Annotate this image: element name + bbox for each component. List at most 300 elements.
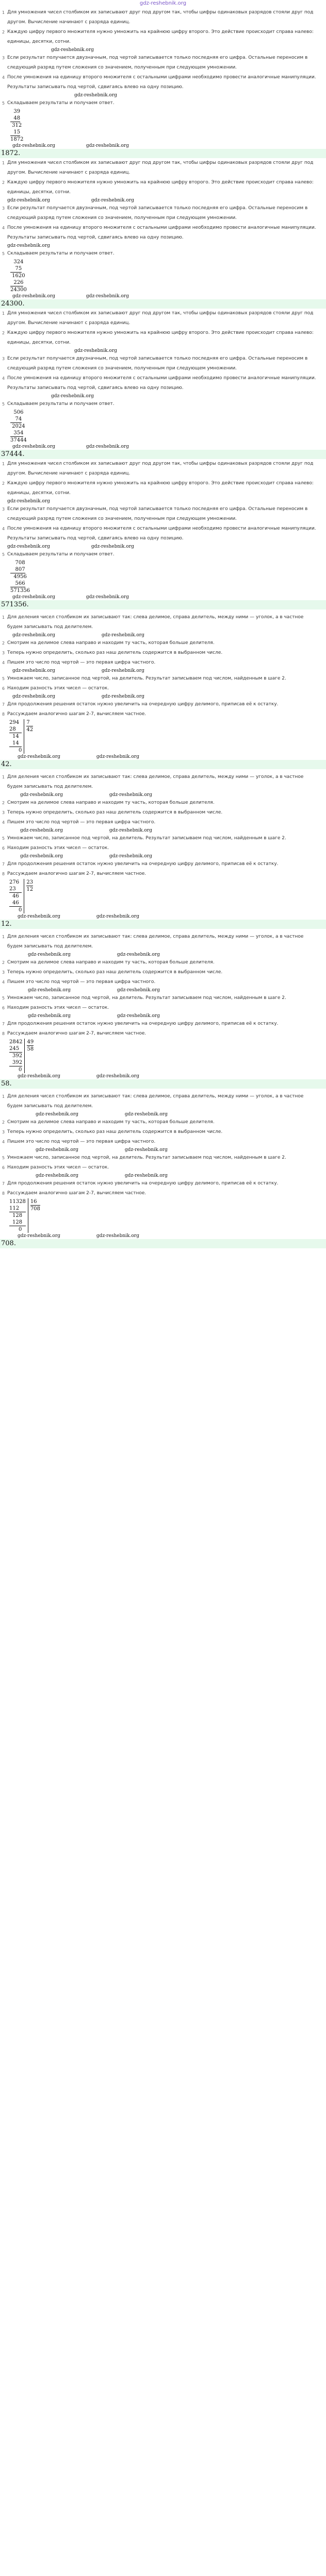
calc-value: 708 — [10, 560, 25, 566]
step-text: Для умножения чисел столбиком их записывают друг под другом так, чтобы цифры одинаковых разрядов стояли друг под другом. Вычисление начинают с разряда единиц. — [7, 160, 314, 175]
watermark-text: gdz-reshebnik.org — [18, 1074, 60, 1079]
step-text: Пишем это число под чертой — это первая цифра частного. — [7, 979, 156, 985]
watermark-text: gdz-reshebnik.org — [91, 198, 134, 203]
calc-value: 571356 — [10, 588, 30, 594]
watermark-row — [2, 827, 320, 834]
division-section — [0, 769, 326, 920]
division-line: 0 — [19, 1067, 22, 1073]
step-text: Для продолжения решения остаток нужно увеличить на очередную цифру делимого, приписав её к остатку. — [7, 1021, 279, 1026]
calc-line — [10, 115, 320, 122]
calc-value: 354 — [10, 430, 24, 436]
watermark-text: gdz-reshebnik.org — [12, 668, 55, 673]
step-text: Складываем результаты и получаем ответ. — [7, 401, 115, 406]
instruction-step — [2, 648, 320, 658]
calc-value: 4956 — [10, 574, 27, 580]
step-text: Если результат получается двузначным, под чертой записывается только последняя его цифра. Остальные переносим в следующий разряд путем сложения со значением, полученным при следующем умножении. — [7, 206, 308, 221]
watermark-row — [2, 544, 320, 550]
watermark-text: gdz-reshebnik.org — [7, 198, 50, 203]
watermark-text: gdz-reshebnik.org — [124, 1147, 168, 1153]
step-number: 4 — [2, 226, 5, 230]
instruction-step — [2, 932, 320, 952]
watermark-text: gdz-reshebnik.org — [12, 294, 55, 299]
watermark-row — [2, 92, 320, 98]
watermark-text: gdz-reshebnik.org — [28, 952, 71, 957]
watermark-row — [2, 197, 320, 204]
answer-line: 571356. — [0, 600, 326, 609]
calc-line — [10, 437, 320, 444]
column-multiplication — [2, 259, 320, 293]
watermark-text: gdz-reshebnik.org — [18, 914, 60, 919]
division-work — [9, 1198, 28, 1233]
division-line: 46 — [12, 893, 19, 899]
step-number: 2 — [2, 331, 5, 335]
step-text: Каждую цифру первого множителя нужно умножить на крайнюю цифру второго. Это действие происходит справа налево: единицы, десятки, сотни. — [7, 29, 314, 44]
instruction-step — [2, 98, 320, 108]
step-text: После умножения на единицу второго множителя с остальными цифрами необходимо провести аналогичные манипуляции. Результаты записывать под чертой, сдвигаясь влево на одну позицию. — [7, 526, 316, 541]
division-result — [24, 719, 33, 754]
division-line: 0 — [19, 748, 22, 753]
step-number: 4 — [2, 1140, 5, 1144]
watermark-text: gdz-reshebnik.org — [91, 544, 134, 549]
step-number: 3 — [2, 970, 5, 975]
instruction-step — [2, 684, 320, 693]
calc-value: 24300 — [10, 287, 27, 293]
step-text: Для деления чисел столбиком их записывают так: слева делимое, справа делитель, между ними — уголок, а в частное будем записывать под делителем. — [7, 774, 304, 789]
instruction-step — [2, 27, 320, 47]
instruction-step — [2, 658, 320, 668]
watermark-text: gdz-reshebnik.org — [117, 952, 160, 957]
step-text: Для продолжения решения остаток нужно увеличить на очередную цифру делимого, приписав её к остатку. — [7, 702, 279, 707]
step-number: 1 — [2, 161, 5, 165]
calc-line — [10, 108, 320, 115]
long-division — [2, 879, 320, 913]
step-number: 2 — [2, 641, 5, 646]
watermark-text: gdz-reshebnik.org — [96, 914, 139, 919]
answer-line: 24300. — [0, 299, 326, 309]
instruction-step — [2, 638, 320, 648]
watermark-text: gdz-reshebnik.org — [18, 754, 60, 759]
step-number: 5 — [2, 996, 5, 1001]
step-number: 8 — [2, 712, 5, 717]
watermark-text: gdz-reshebnik.org — [109, 792, 152, 798]
instruction-step — [2, 1189, 320, 1198]
instruction-step — [2, 178, 320, 197]
watermark-row — [2, 632, 320, 638]
watermark-text: gdz-reshebnik.org — [28, 1013, 71, 1019]
watermark-row — [2, 348, 320, 354]
division-line: 128 — [12, 1213, 23, 1218]
watermark-row — [2, 143, 320, 149]
instruction-step — [2, 700, 320, 709]
calc-value: 37444 — [10, 437, 27, 443]
watermark-row — [2, 952, 320, 958]
division-line: 46 — [9, 900, 22, 907]
instruction-step — [2, 808, 320, 818]
multiplication-section — [0, 309, 326, 450]
watermark-text: gdz-reshebnik.org — [86, 143, 129, 148]
division-line: 0 — [19, 1227, 22, 1232]
calc-line — [10, 273, 320, 279]
instruction-step — [2, 1003, 320, 1013]
step-number: 4 — [2, 376, 5, 381]
answer-line: 1872. — [0, 149, 326, 158]
watermark-row — [2, 693, 320, 700]
instruction-step — [2, 977, 320, 987]
watermark-text: gdz-reshebnik.org — [28, 988, 71, 993]
step-number: 8 — [2, 1191, 5, 1196]
step-text: Умножаем число, записанное под чертой, на делитель. Результат записываем под числом, найденным в шаге 2. — [7, 836, 286, 841]
step-number: 5 — [2, 836, 5, 841]
step-number: 2 — [2, 30, 5, 35]
division-work — [9, 719, 24, 754]
watermark-text: gdz-reshebnik.org — [117, 988, 160, 993]
step-text: Теперь нужно определить, сколько раз наш делитель содержится в выбранном числе. — [7, 1129, 223, 1134]
step-text: Смотрим на делимое слева направо и находим ту часть, которая больше делителя. — [7, 1120, 215, 1125]
watermark-text: gdz-reshebnik.org — [124, 1173, 168, 1178]
step-number: 3 — [2, 357, 5, 361]
step-number: 4 — [2, 75, 5, 80]
step-number: 6 — [2, 1006, 5, 1010]
step-text: Теперь нужно определить, сколько раз наш делитель содержится в выбранном числе. — [7, 650, 223, 655]
instruction-step — [2, 818, 320, 827]
step-text: Если результат получается двузначным, под чертой записывается только последняя его цифра. Остальные переносим в следующий разряд путем сложения со значением, полученным при следующем умножении. — [7, 356, 308, 371]
calc-line — [10, 423, 320, 430]
step-text: После умножения на единицу второго множителя с остальными цифрами необходимо провести аналогичные манипуляции. Результаты записывать под чертой, сдвигаясь влево на одну позицию. — [7, 75, 316, 90]
division-line: 112 — [9, 1205, 26, 1212]
step-number: 4 — [2, 527, 5, 531]
instruction-step — [2, 843, 320, 853]
calc-line — [10, 279, 320, 286]
answer-line: 708. — [0, 1239, 326, 1248]
multiplication-examples — [0, 8, 326, 609]
instruction-step — [2, 399, 320, 409]
step-number: 2 — [2, 481, 5, 486]
step-number: 1 — [2, 462, 5, 466]
step-text: Если результат получается двузначным, под чертой записывается только последняя его цифра. Остальные переносим в следующий разряд путем сложения со значением, полученным при следующем умножении. — [7, 506, 308, 521]
step-text: Рассуждаем аналогично шагам 2-7, вычисляем частное. — [7, 1031, 146, 1036]
calc-line — [10, 265, 320, 273]
step-text: Рассуждаем аналогично шагам 2-7, вычисляем частное. — [7, 1191, 146, 1196]
division-section — [0, 609, 326, 760]
step-text: Смотрим на делимое слева направо и находим ту часть, которая больше делителя. — [7, 640, 215, 646]
step-text: Теперь нужно определить, сколько раз наш делитель содержится в выбранном числе. — [7, 970, 223, 975]
step-number: 1 — [2, 1094, 5, 1099]
step-number: 5 — [2, 552, 5, 557]
watermark-row — [2, 853, 320, 859]
watermark-text: gdz-reshebnik.org — [12, 444, 55, 449]
watermark-text: gdz-reshebnik.org — [101, 668, 144, 673]
calc-value: 39 — [10, 109, 21, 114]
step-text: Находим разность этих чисел — остаток. — [7, 1165, 109, 1170]
step-number: 7 — [2, 1181, 5, 1186]
quotient: 708 — [30, 1206, 40, 1212]
calc-value: 1620 — [10, 273, 25, 279]
instruction-step — [2, 204, 320, 223]
step-text: Каждую цифру первого множителя нужно умножить на крайнюю цифру второго. Это действие происходит справа налево: единицы, десятки, сотни. — [7, 481, 314, 496]
step-number: 3 — [2, 507, 5, 512]
long-division — [2, 1198, 320, 1233]
watermark-text: gdz-reshebnik.org — [20, 792, 63, 798]
step-number: 5 — [2, 402, 5, 406]
watermark-text: gdz-reshebnik.org — [7, 544, 50, 549]
calc-line — [10, 122, 320, 129]
watermark-text: gdz-reshebnik.org — [101, 633, 144, 638]
calc-line — [10, 136, 320, 143]
step-number: 3 — [2, 206, 5, 211]
instruction-step — [2, 1153, 320, 1163]
instruction-step — [2, 968, 320, 977]
instruction-step — [2, 613, 320, 632]
step-text: Для деления чисел столбиком их записывают так: слева делимое, справа делитель, между ними — уголок, а в частное будем записывать под делителем. — [7, 615, 304, 630]
instruction-step — [2, 772, 320, 792]
step-text: Для продолжения решения остаток нужно увеличить на очередную цифру делимого, приписав её к остатку. — [7, 1181, 279, 1186]
calc-value: 324 — [10, 259, 24, 265]
division-result — [24, 879, 33, 913]
step-number: 5 — [2, 1156, 5, 1160]
watermark-text: gdz-reshebnik.org — [117, 1013, 160, 1019]
step-number: 6 — [2, 846, 5, 851]
watermark-row — [2, 913, 320, 920]
step-text: Пишем это число под чертой — это первая цифра частного. — [7, 1139, 156, 1144]
column-multiplication — [2, 409, 320, 444]
calc-value: 566 — [10, 581, 25, 586]
divisor: 23 — [26, 879, 34, 885]
watermark-text: gdz-reshebnik.org — [51, 394, 94, 399]
calc-line — [10, 129, 320, 136]
watermark-text: gdz-reshebnik.org — [12, 595, 55, 600]
watermark-text: gdz-reshebnik.org — [18, 1233, 60, 1239]
instruction-step — [2, 550, 320, 560]
division-line: 245 — [9, 1045, 22, 1053]
calc-value: 226 — [10, 280, 24, 285]
instruction-step — [2, 674, 320, 684]
column-multiplication — [2, 108, 320, 143]
division-section — [0, 929, 326, 1079]
division-line: 276 — [9, 879, 20, 885]
step-number: 3 — [2, 1130, 5, 1134]
divisor: 16 — [30, 1198, 40, 1206]
instruction-step — [2, 328, 320, 348]
long-division — [2, 1039, 320, 1073]
step-text: Умножаем число, записанное под чертой, на делитель. Результат записываем под числом, найденным в шаге 2. — [7, 1155, 286, 1160]
instruction-step — [2, 354, 320, 374]
step-number: 5 — [2, 676, 5, 681]
calc-value: 1872 — [10, 137, 24, 142]
watermark-row — [2, 498, 320, 504]
step-text: Для умножения чисел столбиком их записывают друг под другом так, чтобы цифры одинаковых разрядов стояли друг под другом. Вычисление начинают с разряда единиц. — [7, 10, 314, 25]
watermark-row — [2, 293, 320, 299]
step-text: Каждую цифру первого множителя нужно умножить на крайнюю цифру второго. Это действие происходит справа налево: единицы, десятки, сотни. — [7, 180, 314, 195]
step-text: Находим разность этих чисел — остаток. — [7, 845, 109, 851]
instruction-step — [2, 709, 320, 719]
watermark-text: gdz-reshebnik.org — [12, 694, 55, 699]
watermark-text: gdz-reshebnik.org — [36, 1173, 78, 1178]
calc-value: 312 — [10, 123, 22, 128]
step-text: Складываем результаты и получаем ответ. — [7, 100, 115, 106]
division-line: 14 — [12, 734, 19, 739]
watermark-text: gdz-reshebnik.org — [12, 143, 55, 148]
step-number: 4 — [2, 660, 5, 665]
step-text: Складываем результаты и получаем ответ. — [7, 251, 115, 256]
calc-line — [10, 560, 320, 566]
instruction-step — [2, 1092, 320, 1111]
step-number: 3 — [2, 56, 5, 60]
instruction-step — [2, 869, 320, 879]
instruction-step — [2, 1029, 320, 1039]
calc-line — [10, 587, 320, 594]
step-number: 2 — [2, 1120, 5, 1125]
step-number: 5 — [2, 101, 5, 106]
step-number: 2 — [2, 960, 5, 965]
calc-line — [10, 259, 320, 265]
watermark-text: gdz-reshebnik.org — [20, 828, 63, 833]
step-text: Пишем это число под чертой — это первая цифра частного. — [7, 660, 156, 665]
calc-line — [10, 566, 320, 573]
division-line: 23 — [9, 886, 22, 893]
site-header — [0, 0, 326, 8]
division-line: 392 — [12, 1053, 23, 1059]
quotient: 12 — [26, 887, 34, 892]
site-name: gdz-reshebnik.org — [139, 1, 187, 6]
step-text: После умножения на единицу второго множителя с остальными цифрами необходимо провести аналогичные манипуляции. Результаты записывать под чертой, сдвигаясь влево на одну позицию. — [7, 225, 316, 240]
step-number: 1 — [2, 10, 5, 15]
answer-line: 12. — [0, 920, 326, 929]
quotient: 42 — [26, 727, 34, 733]
instruction-step — [2, 309, 320, 328]
step-text: Рассуждаем аналогично шагам 2-7, вычисляем частное. — [7, 871, 146, 876]
watermark-text: gdz-reshebnik.org — [101, 694, 144, 699]
step-text: После умножения на единицу второго множителя с остальными цифрами необходимо провести аналогичные манипуляции. Результаты записывать под чертой, сдвигаясь влево на одну позицию. — [7, 376, 316, 391]
step-text: Рассуждаем аналогично шагам 2-7, вычисляем частное. — [7, 711, 146, 717]
watermark-row — [2, 1147, 320, 1153]
calc-line — [10, 409, 320, 416]
instruction-step — [2, 459, 320, 479]
calc-value: 807 — [10, 567, 25, 572]
watermark-text: gdz-reshebnik.org — [96, 754, 139, 759]
instruction-step — [2, 798, 320, 808]
division-line: 294 — [9, 720, 20, 725]
division-line: 0 — [19, 907, 22, 913]
watermark-text: gdz-reshebnik.org — [51, 47, 94, 53]
instruction-step — [2, 479, 320, 498]
division-result — [25, 1039, 34, 1073]
calc-value: 506 — [10, 410, 24, 415]
instruction-step — [2, 374, 320, 393]
multiplication-section — [0, 8, 326, 149]
instruction-step — [2, 1019, 320, 1029]
watermark-text: gdz-reshebnik.org — [12, 633, 55, 638]
divisor: 7 — [26, 719, 33, 726]
step-text: Смотрим на делимое слева направо и находим ту часть, которая больше делителя. — [7, 960, 215, 965]
quotient: 58 — [27, 1046, 34, 1052]
long-division — [2, 719, 320, 754]
instruction-step — [2, 8, 320, 27]
instruction-step — [2, 223, 320, 243]
calc-value: 15 — [10, 129, 21, 135]
watermark-text: gdz-reshebnik.org — [36, 1147, 78, 1153]
division-result — [28, 1198, 40, 1233]
division-line: 128 — [9, 1219, 26, 1226]
instruction-step — [2, 1127, 320, 1137]
step-number: 1 — [2, 311, 5, 316]
instruction-step — [2, 1137, 320, 1147]
step-number: 7 — [2, 702, 5, 707]
watermark-text: gdz-reshebnik.org — [7, 243, 50, 248]
instruction-step — [2, 1163, 320, 1173]
watermark-text: gdz-reshebnik.org — [86, 294, 129, 299]
watermark-text: gdz-reshebnik.org — [109, 828, 152, 833]
step-text: Умножаем число, записанное под чертой, на делитель. Результат записываем под числом, найденным в шаге 2. — [7, 995, 286, 1001]
watermark-row — [2, 1233, 320, 1239]
step-text: Пишем это число под чертой — это первая цифра частного. — [7, 820, 156, 825]
step-number: 2 — [2, 180, 5, 185]
step-text: Находим разность этих чисел — остаток. — [7, 1005, 109, 1010]
instruction-step — [2, 249, 320, 259]
watermark-row — [2, 444, 320, 450]
instruction-step — [2, 859, 320, 869]
watermark-row — [2, 243, 320, 249]
step-text: Для деления чисел столбиком их записывают так: слева делимое, справа делитель, между ними — уголок, а в частное будем записывать под делителем. — [7, 1094, 304, 1109]
step-number: 4 — [2, 980, 5, 985]
watermark-row — [2, 393, 320, 399]
division-line: 392 — [9, 1059, 22, 1066]
watermark-text: gdz-reshebnik.org — [96, 1074, 139, 1079]
divisor: 49 — [27, 1039, 34, 1045]
instruction-step — [2, 1117, 320, 1127]
division-work — [9, 879, 24, 913]
multiplication-section — [0, 459, 326, 600]
watermark-text: gdz-reshebnik.org — [74, 348, 117, 353]
step-number: 7 — [2, 1022, 5, 1026]
multiplication-section — [0, 158, 326, 299]
step-number: 3 — [2, 651, 5, 655]
step-number: 8 — [2, 872, 5, 876]
step-number: 6 — [2, 686, 5, 691]
watermark-row — [2, 792, 320, 798]
calc-value: 75 — [10, 266, 22, 272]
instruction-step — [2, 524, 320, 544]
answer-line: 42. — [0, 760, 326, 769]
step-text: Умножаем число, записанное под чертой, на делитель. Результат записываем под числом, найденным в шаге 2. — [7, 676, 286, 681]
instruction-step — [2, 158, 320, 178]
division-examples — [0, 609, 326, 1248]
step-text: Если результат получается двузначным, под чертой записывается только последняя его цифра. Остальные переносим в следующий разряд путем сложения со значением, полученным при следующем умножении. — [7, 55, 308, 70]
calc-line — [10, 416, 320, 423]
step-number: 1 — [2, 775, 5, 779]
column-multiplication — [2, 560, 320, 594]
step-number: 6 — [2, 1165, 5, 1170]
instruction-step — [2, 73, 320, 92]
watermark-text: gdz-reshebnik.org — [86, 444, 129, 449]
calc-line — [10, 580, 320, 587]
watermark-row — [2, 1111, 320, 1117]
division-section — [0, 1089, 326, 1239]
division-line: 14 — [9, 740, 22, 747]
calc-value: 2024 — [10, 423, 25, 429]
step-number: 3 — [2, 810, 5, 815]
step-text: Для продолжения решения остаток нужно увеличить на очередную цифру делимого, приписав её к остатку. — [7, 861, 279, 867]
step-number: 1 — [2, 935, 5, 939]
watermark-text: gdz-reshebnik.org — [74, 93, 117, 98]
step-text: Теперь нужно определить, сколько раз наш делитель содержится в выбранном числе. — [7, 810, 223, 815]
answer-line: 58. — [0, 1079, 326, 1089]
watermark-text: gdz-reshebnik.org — [96, 1233, 139, 1239]
answer-line: 37444. — [0, 450, 326, 459]
instruction-step — [2, 1179, 320, 1189]
calc-line — [10, 573, 320, 580]
watermark-row — [2, 47, 320, 53]
step-text: Для умножения чисел столбиком их записывают друг под другом так, чтобы цифры одинаковых разрядов стояли друг под другом. Вычисление начинают с разряда единиц. — [7, 311, 314, 326]
